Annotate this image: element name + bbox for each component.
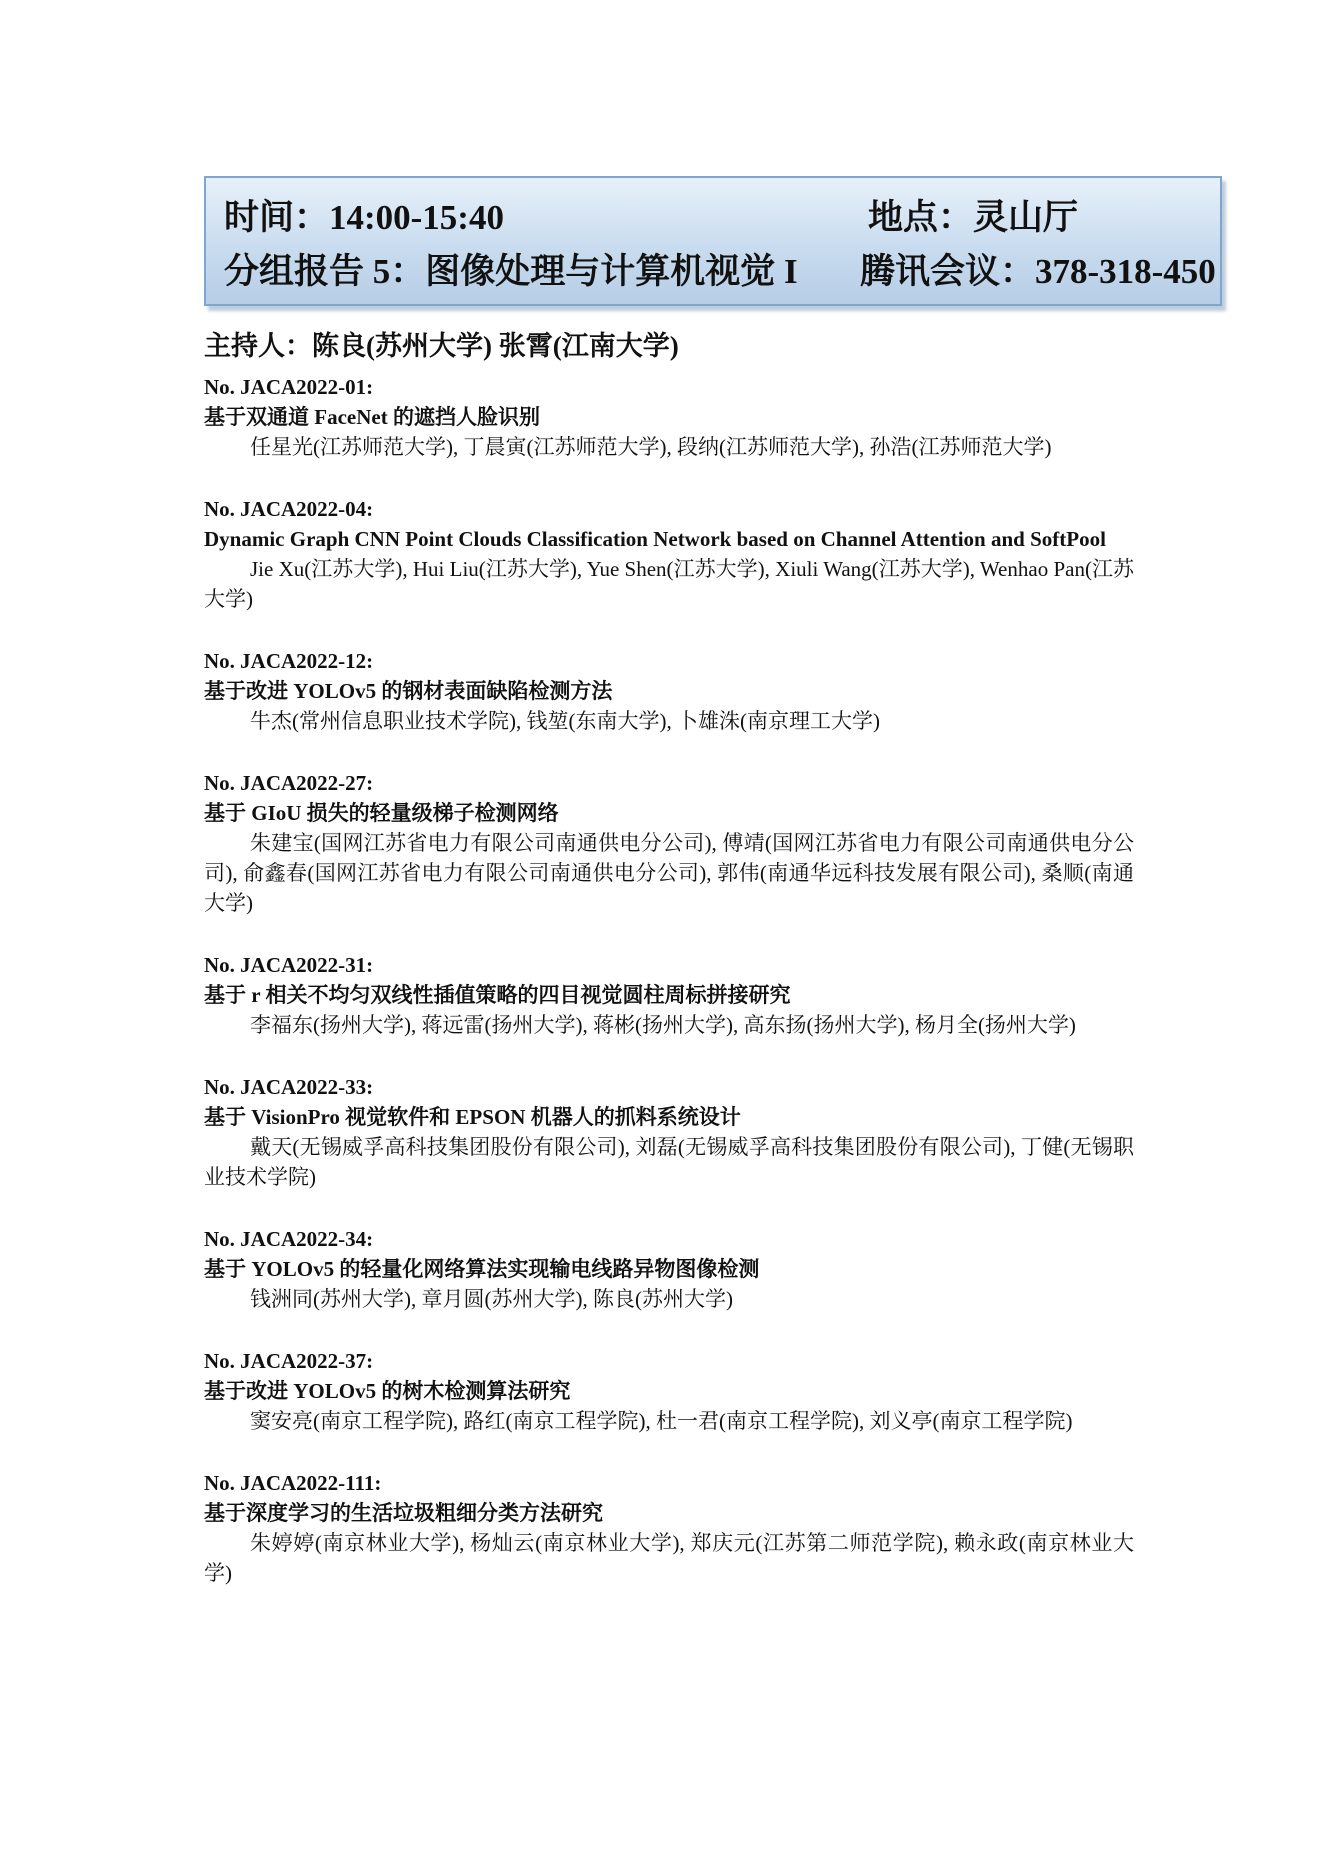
paper-number: No. JACA2022-34:: [204, 1227, 374, 1251]
paper-entry: [204, 1346, 1134, 1436]
paper-number: No. JACA2022-31:: [204, 953, 374, 977]
paper-title: Dynamic Graph CNN Point Clouds Classification Network based on Channel Attention and SoftPool: [204, 527, 1106, 551]
paper-entry: [204, 1468, 1134, 1588]
paper-authors: 李福东(扬州大学), 蒋远雷(扬州大学), 蒋彬(扬州大学), 高东扬(扬州大学), 杨月全(扬州大学): [250, 1013, 1076, 1037]
paper-authors: 窦安亮(南京工程学院), 路红(南京工程学院), 杜一君(南京工程学院), 刘义亭(南京工程学院): [250, 1409, 1073, 1433]
paper-entry: [204, 646, 1134, 736]
paper-title: 基于 YOLOv5 的轻量化网络算法实现输电线路异物图像检测: [204, 1257, 760, 1281]
paper-authors: 任星光(江苏师范大学), 丁晨寅(江苏师范大学), 段纳(江苏师范大学), 孙浩(江苏师范大学): [250, 435, 1052, 459]
paper-authors: 戴天(无锡威孚高科技集团股份有限公司), 刘磊(无锡威孚高科技集团股份有限公司), 丁健(无锡职业技术学院): [204, 1135, 1134, 1189]
session-location: 地点：灵山厅: [868, 198, 1079, 237]
paper-list: [204, 372, 1134, 1620]
paper-number: No. JACA2022-111:: [204, 1471, 382, 1495]
paper-authors: 牛杰(常州信息职业技术学院), 钱堃(东南大学), 卜雄洙(南京理工大学): [250, 709, 880, 733]
paper-title: 基于 r 相关不均匀双线性插值策略的四目视觉圆柱周标拼接研究: [204, 983, 791, 1007]
paper-number: No. JACA2022-33:: [204, 1075, 374, 1099]
paper-entry: [204, 494, 1134, 614]
paper-title: 基于 GIoU 损失的轻量级梯子检测网络: [204, 801, 559, 825]
session-time: 时间：14:00-15:40: [224, 198, 504, 237]
session-hosts: 主持人：陈良(苏州大学) 张霄(江南大学): [204, 331, 679, 361]
paper-authors: 朱婷婷(南京林业大学), 杨灿云(南京林业大学), 郑庆元(江苏第二师范学院), 赖永政(南京林业大学): [204, 1531, 1134, 1585]
paper-authors: 钱洲同(苏州大学), 章月圆(苏州大学), 陈良(苏州大学): [250, 1287, 733, 1311]
session-meeting-id: 腾讯会议：378-318-450: [860, 252, 1216, 291]
paper-number: No. JACA2022-12:: [204, 649, 374, 673]
paper-title: 基于深度学习的生活垃圾粗细分类方法研究: [204, 1501, 603, 1525]
paper-entry: [204, 768, 1134, 918]
paper-number: No. JACA2022-27:: [204, 771, 374, 795]
paper-entry: [204, 950, 1134, 1040]
session-group: 分组报告 5：图像处理与计算机视觉 I: [224, 252, 798, 291]
paper-number: No. JACA2022-37:: [204, 1349, 374, 1373]
paper-entry: [204, 372, 1134, 462]
paper-title: 基于改进 YOLOv5 的树木检测算法研究: [204, 1379, 571, 1403]
paper-title: 基于双通道 FaceNet 的遮挡人脸识别: [204, 405, 540, 429]
paper-number: No. JACA2022-04:: [204, 497, 374, 521]
paper-title: 基于 VisionPro 视觉软件和 EPSON 机器人的抓料系统设计: [204, 1105, 741, 1129]
session-header-box: [204, 176, 1222, 306]
paper-number: No. JACA2022-01:: [204, 375, 374, 399]
paper-authors: Jie Xu(江苏大学), Hui Liu(江苏大学), Yue Shen(江苏大学), Xiuli Wang(江苏大学), Wenhao Pan(江苏大学): [204, 557, 1134, 611]
paper-entry: [204, 1224, 1134, 1314]
paper-authors: 朱建宝(国网江苏省电力有限公司南通供电分公司), 傅靖(国网江苏省电力有限公司南通供电分公司), 俞鑫春(国网江苏省电力有限公司南通供电分公司), 郭伟(南通华远科技发展有限公司), 桑顺(南通大学): [204, 831, 1134, 915]
paper-title: 基于改进 YOLOv5 的钢材表面缺陷检测方法: [204, 679, 613, 703]
paper-entry: [204, 1072, 1134, 1192]
